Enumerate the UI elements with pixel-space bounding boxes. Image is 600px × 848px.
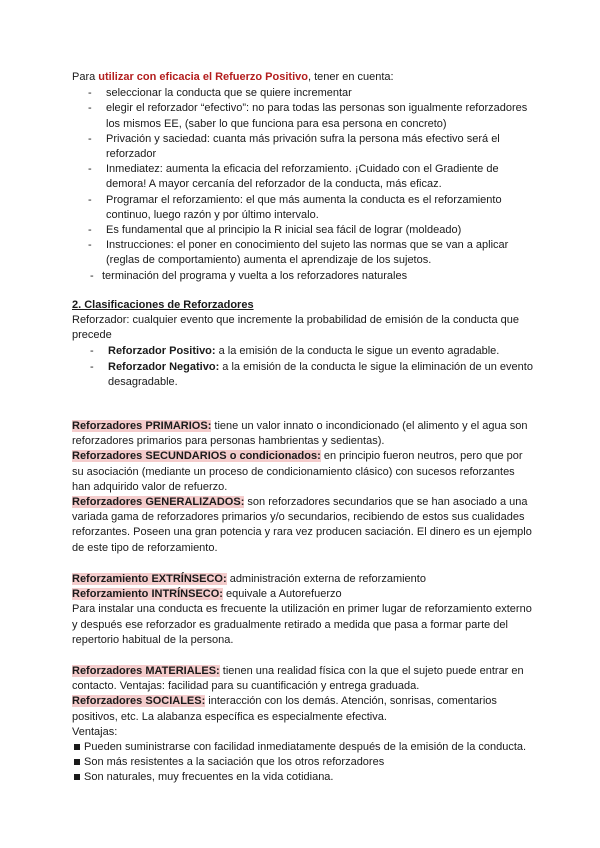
square-bullet-icon (74, 744, 80, 750)
square-bullet-icon (74, 774, 80, 780)
reinforcement-paragraph: Para instalar una conducta es frecuente la utilización en primer lugar de reforzamiento externo y después ese reforzador es gradualmente retirado a medida que pasa a formar parte del repertorio habitual de la persona. (72, 603, 532, 646)
term-text: administración externa de reforzamiento (226, 572, 426, 585)
list-item (72, 344, 534, 359)
square-bullet-icon (74, 759, 80, 765)
section-title: 2. Clasificaciones de Reforzadores (72, 298, 254, 311)
advantage-item (72, 770, 534, 785)
list-item: - terminación del programa y vuelta a los reforzadores naturales (72, 269, 534, 284)
term-text: a la emisión de la conducta le sigue la eliminación de un evento desagradable. (108, 360, 533, 388)
intro-emphasis: utilizar con eficacia el Refuerzo Positivo (98, 71, 308, 83)
highlight-term: Reforzadores SECUNDARIOS o condicionados: (72, 450, 321, 463)
highlight-term: Reforzamiento INTRÍNSECO: (72, 588, 223, 601)
list-item: - elegir el reforzador “efectivo”: no para todas las personas son igualmente reforzadores los mismos EE, (saber lo que funciona para esa persona en concreto) (72, 101, 534, 131)
extrinseco-line (72, 572, 534, 587)
highlight-term: Reforzadores PRIMARIOS: (72, 420, 212, 433)
advantage-text: Son más resistentes a la saciación que los otros reforzadores (84, 756, 385, 769)
term: Reforzador Positivo: (108, 345, 216, 358)
secundarios-paragraph (72, 449, 534, 495)
term-text: son reforzadores secundarios que se han asociado a una variada gama de reforzadores primarios y/o secundarios, recibiendo de estos sus cualidades reforzantes. Poseen una gran potencia y rara vez producen saciación. El dinero es un ejemplo de este tipo de reforzamiento. (72, 496, 532, 554)
highlight-term: Reforzadores SOCIALES: (72, 695, 206, 708)
term-text: a la emisión de la conducta le sigue un evento agradable. (215, 345, 500, 358)
highlight-term: Reforzadores MATERIALES: (72, 664, 220, 677)
list-item: - Privación y saciedad: cuanta más privación sufra la persona más efectivo será el reforzador (72, 132, 534, 162)
list-item (72, 360, 534, 390)
term-text: en principio fueron neutros, pero que por su asociación (mediante un proceso de condicionamiento clásico) con sucesos reforzantes han adquirido valor de refuerzo. (72, 450, 523, 493)
intrinseco-line (72, 587, 534, 602)
primarios-paragraph (72, 419, 534, 449)
list-item: - Es fundamental que al principio la R inicial sea fácil de lograr (moldeado) (72, 223, 534, 238)
sociales-paragraph (72, 694, 534, 724)
advantage-item (72, 740, 534, 755)
reforzador-definition: Reforzador: cualquier evento que incremente la probabilidad de emisión de la conducta que precede (72, 314, 520, 342)
list-item: - seleccionar la conducta que se quiere incrementar (72, 86, 534, 101)
highlight-term: Reforzamiento EXTRÍNSECO: (72, 572, 227, 585)
advantage-item (72, 755, 534, 770)
list-item: - Inmediatez: aumenta la eficacia del reforzamiento. ¡Cuidado con el Gradiente de demora! A mayor cercanía del reforzador de la conducta, más eficaz. (72, 162, 534, 192)
intro-line (72, 70, 534, 85)
term-text: interacción con los demás. Atención, sonrisas, comentarios positivos, etc. La alabanza específica es especialmente efectiva. (72, 695, 497, 723)
list-item: - Instrucciones: el poner en conocimiento del sujeto las normas que se van a aplicar (reglas de comportamiento) aumenta el aprendizaje de los sujetos. (72, 238, 534, 268)
intro-list (72, 86, 534, 284)
advantage-text: Pueden suministrarse con facilidad inmediatamente después de la emisión de la conducta. (84, 740, 527, 753)
term: Reforzador Negativo: (108, 360, 220, 373)
term-text: equivale a Autorefuerzo (222, 588, 342, 601)
reforzador-list (72, 344, 534, 390)
term-text: tiene un valor innato o incondicionado (el alimento y el agua son reforzadores primarios para personas hambrientas y sedientas). (72, 420, 528, 448)
document-page (72, 70, 534, 786)
ventajas-label: Ventajas: (72, 725, 118, 738)
generalizados-paragraph (72, 495, 534, 556)
highlight-term: Reforzadores GENERALIZADOS: (72, 496, 245, 509)
intro-prefix: Para (72, 71, 99, 83)
term-text: tienen una realidad física con la que el sujeto puede entrar en contacto. Ventajas: facilidad para su cuantificación y entrega graduada. (72, 664, 524, 693)
intro-suffix: , tener en cuenta: (307, 71, 394, 83)
materiales-paragraph (72, 664, 534, 694)
list-item: - Programar el reforzamiento: el que más aumenta la conducta es el reforzamiento continuo, luego razón y por último intervalo. (72, 193, 534, 223)
advantage-text: Son naturales, muy frecuentes en la vida cotidiana. (84, 771, 334, 784)
